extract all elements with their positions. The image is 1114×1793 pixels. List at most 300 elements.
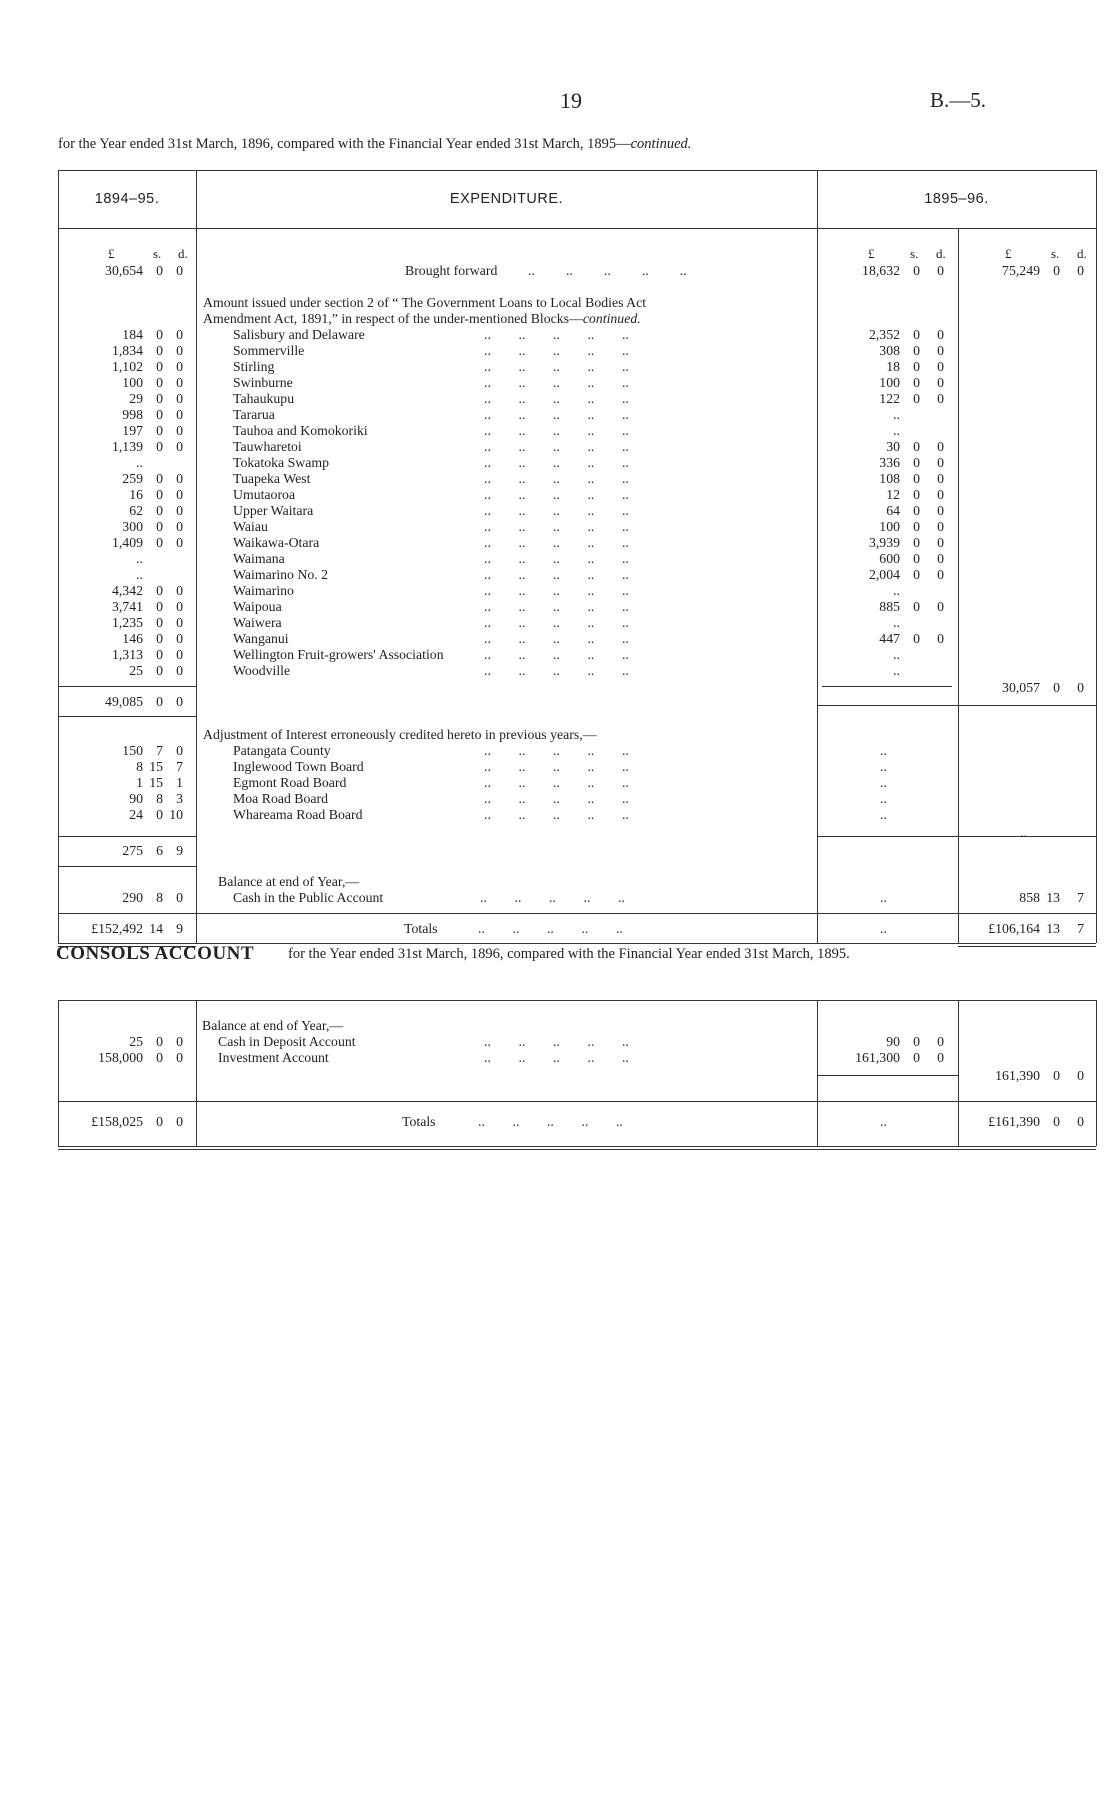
balance-row: [0, 890, 1114, 906]
curr-a-empty: ..: [880, 775, 887, 790]
row-label: Waiwera: [233, 615, 282, 630]
leader-dots: .. .. .. .. ..: [484, 1050, 629, 1065]
prev-pounds: 259: [122, 471, 143, 486]
row-label: Swinburne: [233, 375, 293, 390]
curr-b-pence: 0: [1077, 680, 1084, 695]
page-number: 19: [560, 88, 582, 113]
row-label: Tauwharetoi: [233, 439, 302, 454]
prev-shillings: 0: [156, 807, 163, 822]
prev-pence: 0: [176, 890, 183, 905]
loans-heading-line1: Amount issued under section 2 of “ The Government Loans to Local Bodies Act: [203, 295, 647, 310]
document-reference: B.—5.: [930, 88, 987, 112]
leader-dots: .. .. .. .. ..: [484, 327, 629, 342]
brought-forward-label: Brought forward: [405, 263, 498, 278]
table-row: [0, 535, 1114, 551]
curr-a-empty: ..: [880, 890, 887, 905]
leader-dots: .. .. .. .. ..: [484, 791, 629, 806]
table-row: [0, 583, 1114, 599]
prev-shillings: 0: [156, 503, 163, 518]
curr-a-pounds: ..: [893, 583, 900, 598]
row-label: Wellington Fruit-growers' Association: [233, 647, 444, 662]
curr-a-pounds: 90: [886, 1034, 900, 1049]
table-row: [0, 455, 1114, 471]
prev-shillings: 0: [156, 631, 163, 646]
prev-shillings: 0: [156, 487, 163, 502]
prev-shillings: 0: [156, 647, 163, 662]
prev-pounds: 275: [122, 843, 143, 858]
curr-a-shillings: 0: [913, 1050, 920, 1065]
row-label: Wanganui: [233, 631, 289, 646]
row-label: Patangata County: [233, 743, 331, 758]
unit-s: s.: [1051, 246, 1060, 261]
prev-pence: 0: [176, 503, 183, 518]
row-label: Tahaukupu: [233, 391, 295, 406]
prev-pence: 0: [176, 599, 183, 614]
table-top-rule: [58, 170, 1096, 171]
curr-a-shillings: 0: [913, 551, 920, 566]
leader-dots: .. .. .. .. ..: [484, 439, 629, 454]
leader-dots: .. .. .. .. ..: [484, 1034, 629, 1049]
curr-a-shillings: 0: [913, 471, 920, 486]
row-label: Waiau: [233, 519, 268, 534]
leader-dots: .. .. .. .. ..: [484, 775, 629, 790]
unit-d: d.: [936, 246, 946, 261]
page-subtitle: [58, 136, 691, 153]
table-row: [0, 471, 1114, 487]
table-row: [0, 327, 1114, 343]
leader-dots: .. .. .. .. ..: [484, 759, 629, 774]
loans-subtotal-rule-prev-bottom: [58, 716, 196, 717]
prev-pounds: 290: [122, 890, 143, 905]
table-row: [0, 791, 1114, 807]
prev-pence: 0: [176, 694, 183, 709]
prev-pence: 0: [176, 359, 183, 374]
prev-pounds: 49,085: [105, 694, 143, 709]
prev-pence: 1: [176, 775, 183, 790]
curr-a-shillings: 0: [913, 1034, 920, 1049]
prev-pounds: 24: [129, 807, 143, 822]
row-label: Tuapeka West: [233, 471, 311, 486]
leader-dots: .. .. .. .. ..: [484, 551, 629, 566]
adjust-subtotal-curr-row: [0, 825, 1114, 841]
prev-shillings: 0: [156, 407, 163, 422]
leader-dots: .. .. .. .. ..: [484, 487, 629, 502]
consols-totals-label: Totals: [402, 1114, 436, 1129]
prev-shillings: 0: [156, 327, 163, 342]
leader-dots: .. .. .. .. ..: [484, 407, 629, 422]
prev-pounds: 1,409: [111, 535, 143, 550]
consols-subtotal-row: [0, 1068, 1114, 1084]
adjust-subtotal-row: [0, 843, 1114, 859]
loans-heading-line2: [203, 311, 641, 327]
curr-b-pounds: 161,390: [995, 1068, 1040, 1083]
table-row: [0, 599, 1114, 615]
prev-shillings: 7: [156, 743, 163, 758]
curr-b-pounds: 30,057: [1002, 680, 1040, 695]
curr-a-pounds: 64: [886, 503, 900, 518]
leader-dots: .. .. .. .. ..: [528, 263, 687, 278]
prev-pence: 0: [176, 439, 183, 454]
curr-a-shillings: 0: [913, 487, 920, 502]
row-label: Tokatoka Swamp: [233, 455, 329, 470]
curr-a-pence: 0: [937, 391, 944, 406]
prev-pence: 0: [176, 1034, 183, 1049]
table-row: [0, 1034, 1114, 1050]
curr-a-shillings: 0: [913, 359, 920, 374]
prev-shillings: 0: [156, 343, 163, 358]
row-label: Moa Road Board: [233, 791, 329, 806]
table-row: [0, 615, 1114, 631]
prev-shillings: 0: [156, 439, 163, 454]
prev-pence: 9: [176, 843, 183, 858]
prev-shillings: 6: [156, 843, 163, 858]
consols-bottom-rule: [58, 1146, 1096, 1147]
table-row: [0, 391, 1114, 407]
curr-a-pounds: 3,939: [868, 535, 900, 550]
curr-a-pounds: 12: [886, 487, 900, 502]
prev-pounds: 998: [122, 407, 143, 422]
subtitle-main: for the Year ended 31st March, 1896, compared with the Financial Year ended 31st March, 1895—: [58, 136, 631, 152]
loans-heading-italic: continued.: [582, 311, 641, 326]
row-label: Salisbury and Delaware: [233, 327, 365, 342]
row-label: Inglewood Town Board: [233, 759, 364, 774]
unit-d: d.: [178, 246, 188, 261]
row-label: Tauhoa and Komokoriki: [233, 423, 368, 438]
curr-a-pence: 0: [937, 567, 944, 582]
row-label: Waimarino No. 2: [233, 567, 329, 582]
row-label: Woodville: [233, 663, 291, 678]
totals-top-rule: [58, 913, 1096, 914]
prev-shillings: 0: [156, 615, 163, 630]
prev-shillings: 0: [156, 1050, 163, 1065]
prev-pence: 0: [176, 423, 183, 438]
prev-pence: 0: [176, 327, 183, 342]
curr-a-pounds: ..: [893, 647, 900, 662]
prev-pounds: 25: [129, 663, 143, 678]
table-row: [0, 503, 1114, 519]
table-row: [0, 359, 1114, 375]
curr-a-pence: 0: [937, 359, 944, 374]
curr-b-pence: 0: [1077, 1068, 1084, 1083]
curr-b-pounds: 858: [1019, 890, 1040, 905]
curr-a-pounds: 308: [879, 343, 900, 358]
leader-dots: .. .. .. .. ..: [484, 343, 629, 358]
curr-a-shillings: 0: [913, 535, 920, 550]
adjustment-heading: Adjustment of Interest erroneously credited hereto in previous years,—: [203, 727, 597, 742]
row-label: Cash in Deposit Account: [218, 1034, 356, 1049]
curr-a-pounds: ..: [893, 663, 900, 678]
prev-shillings: 0: [156, 583, 163, 598]
prev-pence: 0: [176, 263, 183, 278]
prev-pence: 0: [176, 535, 183, 550]
prev-pence: 7: [176, 759, 183, 774]
row-label: Investment Account: [218, 1050, 329, 1065]
totals-label: Totals: [404, 921, 438, 936]
prev-pence: 0: [176, 487, 183, 502]
prev-pounds: £158,025: [91, 1114, 143, 1129]
curr-a-shillings: 0: [913, 263, 920, 278]
curr-a-pounds: 108: [879, 471, 900, 486]
table-row: [0, 647, 1114, 663]
curr-a-pence: 0: [937, 1050, 944, 1065]
prev-pence: 0: [176, 647, 183, 662]
curr-a-shillings: 0: [913, 567, 920, 582]
curr-a-pounds: 161,300: [855, 1050, 900, 1065]
table-row: [0, 663, 1114, 679]
prev-shillings: 0: [156, 359, 163, 374]
curr-a-shillings: 0: [913, 343, 920, 358]
row-label: Stirling: [233, 359, 275, 374]
prev-pounds: 1: [136, 775, 143, 790]
curr-a-pence: 0: [937, 263, 944, 278]
balance-heading-row: [0, 874, 1114, 890]
curr-a-pounds: 336: [879, 455, 900, 470]
leader-dots: .. .. .. .. ..: [484, 663, 629, 678]
prev-pounds: 16: [129, 487, 143, 502]
prev-pounds: 62: [129, 503, 143, 518]
unit-pound: £: [108, 246, 115, 261]
curr-a-pence: 0: [937, 375, 944, 390]
prev-pounds: 150: [122, 743, 143, 758]
curr-a-pence: 0: [937, 1034, 944, 1049]
consols-title: CONSOLS ACCOUNT: [56, 943, 255, 964]
prev-pounds: 100: [122, 375, 143, 390]
row-label: Sommerville: [233, 343, 305, 358]
table-row: [0, 407, 1114, 423]
prev-shillings: 0: [156, 519, 163, 534]
adjustment-heading-row: [0, 727, 1114, 743]
curr-a-pence: 0: [937, 471, 944, 486]
leader-dots: .. .. .. .. ..: [484, 599, 629, 614]
prev-pounds: 8: [136, 759, 143, 774]
unit-row: [0, 246, 1114, 262]
leader-dots: .. .. .. .. ..: [484, 519, 629, 534]
consols-top-rule: [58, 1000, 1096, 1001]
consols-heading: Balance at end of Year,—: [202, 1018, 344, 1033]
table-row: [0, 519, 1114, 535]
curr-a-pence: 0: [937, 343, 944, 358]
table-row: [0, 567, 1114, 583]
curr-a-empty: ..: [880, 1114, 887, 1129]
prev-pence: 0: [176, 583, 183, 598]
prev-pence: 0: [176, 471, 183, 486]
leader-dots: .. .. .. .. ..: [484, 471, 629, 486]
loans-heading-1: [0, 295, 1114, 311]
prev-shillings: 8: [156, 791, 163, 806]
table-row: [0, 551, 1114, 567]
prev-shillings: 14: [149, 921, 163, 936]
table-row: [0, 759, 1114, 775]
leader-dots: .. .. .. .. ..: [484, 807, 629, 822]
subtitle-italic: continued.: [630, 136, 692, 152]
leader-dots: .. .. .. .. ..: [484, 391, 629, 406]
prev-pence: 3: [176, 791, 183, 806]
leader-dots: .. .. .. .. ..: [484, 583, 629, 598]
curr-a-pence: 0: [937, 599, 944, 614]
curr-b-pounds: 75,249: [1002, 263, 1040, 278]
table-row: [0, 807, 1114, 823]
prev-pence: 0: [176, 1114, 183, 1129]
prev-pence: 0: [176, 391, 183, 406]
prev-pounds: 30,654: [105, 263, 143, 278]
loans-subtotal-curr-row: [0, 680, 1114, 696]
prev-pounds: 25: [129, 1034, 143, 1049]
curr-a-shillings: 0: [913, 327, 920, 342]
curr-a-empty: ..: [880, 759, 887, 774]
row-label: Whareama Road Board: [233, 807, 363, 822]
curr-b-empty: ..: [1020, 825, 1027, 840]
prev-pounds: 184: [122, 327, 143, 342]
prev-shillings: 0: [156, 599, 163, 614]
curr-b-pence: 0: [1077, 263, 1084, 278]
curr-a-shillings: 0: [913, 375, 920, 390]
leader-dots: .. .. .. .. ..: [484, 423, 629, 438]
prev-pence: 0: [176, 343, 183, 358]
leader-dots: .. .. .. .. ..: [484, 743, 629, 758]
row-label: Egmont Road Board: [233, 775, 347, 790]
unit-pound: £: [868, 246, 875, 261]
prev-pence: 0: [176, 615, 183, 630]
table-bottom-rule-3: [958, 946, 1096, 947]
prev-pence: 9: [176, 921, 183, 936]
row-label: Waikawa-Otara: [233, 535, 320, 550]
curr-a-pounds: 447: [879, 631, 900, 646]
curr-b-section-rule: [958, 705, 1096, 706]
leader-dots: .. .. .. .. ..: [484, 535, 629, 550]
prev-shillings: 0: [156, 694, 163, 709]
consols-subtitle: for the Year ended 31st March, 1896, compared with the Financial Year ended 31st March, 1895.: [288, 946, 850, 962]
prev-pence: 0: [176, 375, 183, 390]
row-label: Umutaoroa: [233, 487, 296, 502]
consols-bottom-rule-2: [58, 1149, 1096, 1150]
curr-b-pounds: £106,164: [988, 921, 1040, 936]
curr-a-pence: 0: [937, 439, 944, 454]
table-row: [0, 343, 1114, 359]
unit-s: s.: [153, 246, 162, 261]
table-row: [0, 743, 1114, 759]
leader-dots: .. .. .. .. ..: [478, 1114, 623, 1129]
balance-label: Cash in the Public Account: [233, 890, 384, 905]
table-row: [0, 439, 1114, 455]
curr-a-pounds: 18,632: [862, 263, 900, 278]
loans-heading-line2-text: Amendment Act, 1891,” in respect of the under-mentioned Blocks—: [203, 311, 583, 326]
curr-a-shillings: 0: [913, 599, 920, 614]
leader-dots: .. .. .. .. ..: [484, 503, 629, 518]
curr-a-pence: 0: [937, 551, 944, 566]
row-label: Waimana: [233, 551, 285, 566]
curr-a-shillings: 0: [913, 455, 920, 470]
curr-a-shillings: 0: [913, 439, 920, 454]
curr-a-pence: 0: [937, 327, 944, 342]
balance-heading: Balance at end of Year,—: [218, 874, 360, 889]
curr-a-empty: ..: [880, 791, 887, 806]
curr-b-shillings: 0: [1053, 263, 1060, 278]
prev-shillings: 15: [149, 775, 163, 790]
loans-heading-2: [0, 311, 1114, 327]
curr-b-shillings: 13: [1046, 890, 1060, 905]
curr-a-shillings: 0: [913, 503, 920, 518]
row-label: Tararua: [233, 407, 275, 422]
table-row: [0, 423, 1114, 439]
table-row: [0, 775, 1114, 791]
row-label: Upper Waitara: [233, 503, 314, 518]
curr-a-pounds: 18: [886, 359, 900, 374]
prev-pence: 10: [169, 807, 183, 822]
curr-b-pence: 7: [1077, 921, 1084, 936]
curr-b-pounds: £161,390: [988, 1114, 1040, 1129]
leader-dots: .. .. .. .. ..: [484, 631, 629, 646]
curr-b-pence: 0: [1077, 1114, 1084, 1129]
leader-dots: .. .. .. .. ..: [478, 921, 623, 936]
curr-a-pounds: ..: [893, 615, 900, 630]
prev-shillings: 15: [149, 759, 163, 774]
prev-pounds: 158,000: [98, 1050, 143, 1065]
prev-shillings: 0: [156, 375, 163, 390]
prev-shillings: 0: [156, 1034, 163, 1049]
prev-pence: 0: [176, 519, 183, 534]
curr-a-pence: 0: [937, 631, 944, 646]
prev-pounds: 1,313: [111, 647, 143, 662]
prev-pounds: ..: [136, 455, 143, 470]
curr-b-pence: 7: [1077, 890, 1084, 905]
prev-pence: 0: [176, 407, 183, 422]
prev-pence: 0: [176, 743, 183, 758]
prev-pounds: 1,834: [111, 343, 143, 358]
leader-dots: .. .. .. .. ..: [484, 567, 629, 582]
curr-a-pounds: 600: [879, 551, 900, 566]
prev-shillings: 0: [156, 423, 163, 438]
prev-shillings: 0: [156, 263, 163, 278]
header-bottom-rule: [58, 228, 1096, 229]
curr-a-pence: 0: [937, 487, 944, 502]
prev-pounds: ..: [136, 567, 143, 582]
consols-totals-rule: [58, 1101, 1096, 1102]
loans-subtotal-row: [0, 694, 1114, 710]
table-row: [0, 1050, 1114, 1066]
prev-pounds: 29: [129, 391, 143, 406]
table-row: [0, 631, 1114, 647]
prev-pounds: 1,139: [111, 439, 143, 454]
prev-pounds: 197: [122, 423, 143, 438]
curr-b-shillings: 0: [1053, 680, 1060, 695]
curr-b-shillings: 13: [1046, 921, 1060, 936]
table-row: [0, 375, 1114, 391]
prev-pounds: 146: [122, 631, 143, 646]
prev-shillings: 0: [156, 471, 163, 486]
curr-a-pounds: 100: [879, 519, 900, 534]
curr-a-pence: 0: [937, 455, 944, 470]
prev-shillings: 0: [156, 535, 163, 550]
curr-a-pence: 0: [937, 535, 944, 550]
curr-a-empty: ..: [880, 921, 887, 936]
consols-heading-row: [0, 1018, 1114, 1034]
curr-b-shillings: 0: [1053, 1068, 1060, 1083]
adjust-bottom-rule: [58, 866, 196, 867]
curr-a-pounds: ..: [893, 407, 900, 422]
table-row: [0, 487, 1114, 503]
leader-dots: .. .. .. .. ..: [484, 455, 629, 470]
curr-a-empty: ..: [880, 743, 887, 758]
curr-a-shillings: 0: [913, 519, 920, 534]
curr-a-pounds: 30: [886, 439, 900, 454]
prev-pounds: 90: [129, 791, 143, 806]
prev-pounds: 3,741: [111, 599, 143, 614]
consols-totals-row: [0, 1114, 1114, 1130]
curr-a-pounds: 122: [879, 391, 900, 406]
col-header-expenditure: EXPENDITURE.: [449, 191, 564, 207]
prev-shillings: 0: [156, 663, 163, 678]
unit-s: s.: [910, 246, 919, 261]
